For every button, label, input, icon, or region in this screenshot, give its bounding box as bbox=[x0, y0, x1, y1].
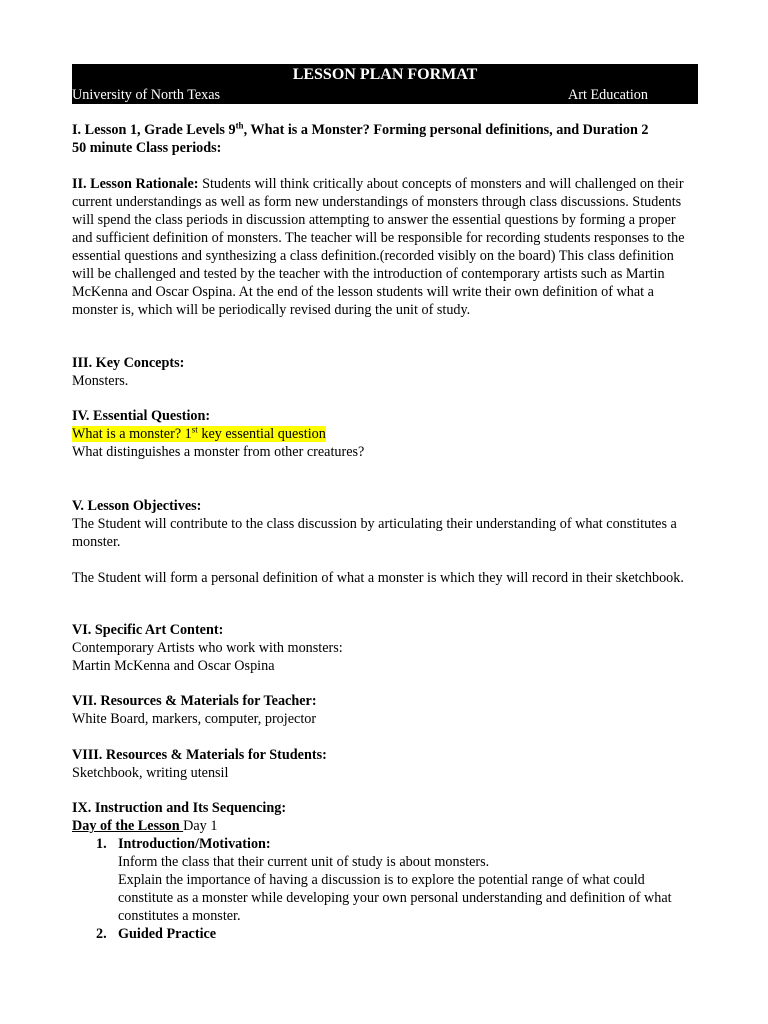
teacher-resources-section bbox=[72, 692, 698, 728]
objectives-section bbox=[72, 497, 698, 587]
header-bar bbox=[72, 64, 698, 104]
rationale-text: Students will think critically about concepts of monsters and will challenged on their current understandings as well as form new understandings of monsters through class discussions. Students will spend the class periods in discussion attempting to answer the essential questions by forming a proper and sufficient definition of monsters. The teacher will be responsible for recording students responses to the essential questions and synthesizing a class definition.(recorded visibly on the board) This class definition will be challenged and tested by the teacher with the introduction of contemporary artists such as Martin McKenna and Oscar Ospina. At the end of the lesson students will write their own definition of what a monster is, which will be periodically revised during the unit of study. bbox=[72, 176, 685, 318]
day-of-lesson-value: Day 1 bbox=[183, 818, 218, 834]
instruction-heading: IX. Instruction and Its Sequencing: bbox=[72, 800, 287, 816]
key-concepts-text: Monsters. bbox=[72, 373, 129, 389]
art-content-heading: VI. Specific Art Content: bbox=[72, 622, 224, 638]
instruction-steps bbox=[72, 835, 698, 943]
instruction-section bbox=[72, 799, 698, 943]
essential-question-heading: IV. Essential Question: bbox=[72, 408, 211, 424]
teacher-resources-heading: VII. Resources & Materials for Teacher: bbox=[72, 693, 317, 709]
day-of-lesson-label: Day of the Lesson bbox=[72, 818, 184, 834]
day-of-lesson bbox=[72, 817, 698, 835]
step-number: 2. bbox=[96, 926, 107, 942]
lesson-plan-page bbox=[72, 64, 698, 942]
essential-question-1-note: key essential question bbox=[197, 426, 326, 442]
rationale-section bbox=[72, 175, 698, 319]
step-number: 1. bbox=[96, 836, 107, 852]
art-content-line-1: Contemporary Artists who work with monsters: bbox=[72, 640, 343, 656]
student-resources-text: Sketchbook, writing utensil bbox=[72, 765, 229, 781]
essential-question-section bbox=[72, 407, 698, 461]
essential-question-1-sup: st bbox=[191, 424, 198, 435]
lesson-heading-text: I. Lesson 1, Grade Levels 9 bbox=[72, 122, 236, 138]
grade-superscript: th bbox=[235, 120, 244, 131]
lesson-duration: 50 minute Class periods: bbox=[72, 140, 222, 156]
essential-question-1 bbox=[72, 425, 698, 443]
student-resources-section bbox=[72, 746, 698, 782]
step-title: Guided Practice bbox=[118, 926, 217, 942]
objectives-heading: V. Lesson Objectives: bbox=[72, 498, 202, 514]
instruction-step bbox=[72, 835, 698, 925]
teacher-resources-text: White Board, markers, computer, projector bbox=[72, 711, 317, 727]
department-name: Art Education bbox=[568, 87, 648, 103]
step-line: Inform the class that their current unit of study is about monsters. bbox=[118, 854, 490, 870]
art-content-section bbox=[72, 621, 698, 675]
key-concepts-heading: III. Key Concepts: bbox=[72, 355, 185, 371]
student-resources-heading: VIII. Resources & Materials for Students: bbox=[72, 747, 327, 763]
instruction-step bbox=[72, 925, 698, 943]
step-title: Introduction/Motivation: bbox=[118, 836, 271, 852]
essential-question-1-text: What is a monster? 1 bbox=[72, 426, 192, 442]
lesson-heading bbox=[72, 121, 698, 157]
art-content-line-2: Martin McKenna and Oscar Ospina bbox=[72, 658, 275, 674]
objective-1: The Student will contribute to the class discussion by articulating their understanding of what constitutes a monster. bbox=[72, 516, 677, 550]
lesson-heading-text-cont: , What is a Monster? Forming personal definitions, and Duration 2 bbox=[243, 122, 649, 138]
key-concepts-section bbox=[72, 354, 698, 390]
objective-2: The Student will form a personal definition of what a monster is which they will record in their sketchbook. bbox=[72, 570, 684, 586]
rationale-heading: II. Lesson Rationale: bbox=[72, 176, 199, 192]
essential-question-2: What distinguishes a monster from other creatures? bbox=[72, 444, 365, 460]
document-title: LESSON PLAN FORMAT bbox=[292, 66, 478, 83]
university-name: University of North Texas bbox=[72, 87, 221, 103]
step-line: Explain the importance of having a discussion is to explore the potential range of what could constitute as a monster while developing your own personal understanding and definition of what constitutes a monster. bbox=[118, 872, 672, 924]
